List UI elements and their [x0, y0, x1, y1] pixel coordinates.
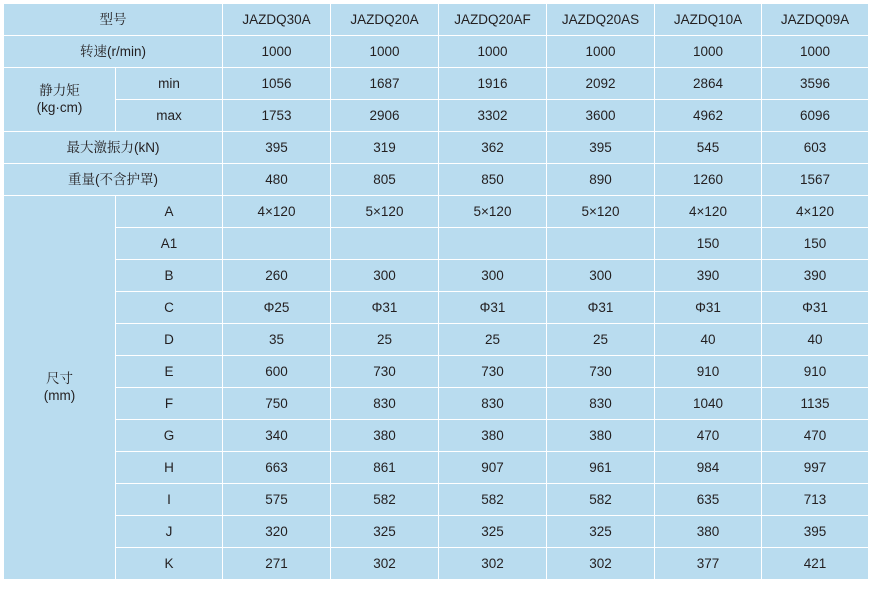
dim-b-value-3: 300	[547, 260, 655, 292]
dim-h-value-1: 861	[331, 452, 439, 484]
dim-i-value-5: 713	[762, 484, 869, 516]
dim-c-value-0: Φ25	[223, 292, 331, 324]
dim-j-value-4: 380	[655, 516, 762, 548]
dim-d-value-1: 25	[331, 324, 439, 356]
dim-f-value-4: 1040	[655, 388, 762, 420]
dim-e-value-3: 730	[547, 356, 655, 388]
static-max-value-3: 3600	[547, 100, 655, 132]
dim-k-value-0: 271	[223, 548, 331, 580]
dimensions-label-line1: 尺寸	[46, 370, 73, 386]
header-model-5: JAZDQ09A	[762, 4, 869, 36]
dim-g-value-5: 470	[762, 420, 869, 452]
weight-value-2: 850	[439, 164, 547, 196]
force-value-3: 395	[547, 132, 655, 164]
static-moment-label-line2: (kg·cm)	[36, 99, 83, 115]
dim-h-value-0: 663	[223, 452, 331, 484]
speed-value-0: 1000	[223, 36, 331, 68]
static-max-value-4: 4962	[655, 100, 762, 132]
static-min-value-5: 3596	[762, 68, 869, 100]
dim-h-value-5: 997	[762, 452, 869, 484]
header-model-1: JAZDQ20A	[331, 4, 439, 36]
dim-b-value-2: 300	[439, 260, 547, 292]
dim-f-value-0: 750	[223, 388, 331, 420]
header-model-4: JAZDQ10A	[655, 4, 762, 36]
table-row-dimension-d	[4, 324, 869, 356]
row-label-max-exciting-force: 最大激振力(kN)	[4, 132, 223, 164]
dim-c-value-1: Φ31	[331, 292, 439, 324]
static-min-value-1: 1687	[331, 68, 439, 100]
table-header-row	[4, 4, 869, 36]
dim-k-value-5: 421	[762, 548, 869, 580]
dim-e-value-2: 730	[439, 356, 547, 388]
table-row-speed	[4, 36, 869, 68]
table-row-dimension-j	[4, 516, 869, 548]
dim-a-value-1: 5×120	[331, 196, 439, 228]
dim-sub-label-e: E	[116, 356, 223, 388]
dim-sub-label-h: H	[116, 452, 223, 484]
dim-d-value-3: 25	[547, 324, 655, 356]
dim-k-value-4: 377	[655, 548, 762, 580]
static-min-value-2: 1916	[439, 68, 547, 100]
dim-sub-label-a1: A1	[116, 228, 223, 260]
dim-d-value-5: 40	[762, 324, 869, 356]
static-moment-label-line1: 静力矩	[39, 82, 80, 98]
dim-sub-label-i: I	[116, 484, 223, 516]
dim-d-value-0: 35	[223, 324, 331, 356]
table-row-static-moment-max	[4, 100, 869, 132]
dim-d-value-2: 25	[439, 324, 547, 356]
dim-c-value-3: Φ31	[547, 292, 655, 324]
dim-sub-label-c: C	[116, 292, 223, 324]
dim-b-value-0: 260	[223, 260, 331, 292]
table-row-dimension-f	[4, 388, 869, 420]
dim-j-value-1: 325	[331, 516, 439, 548]
weight-value-1: 805	[331, 164, 439, 196]
row-label-dimensions	[4, 196, 116, 580]
header-label-model: 型号	[4, 4, 223, 36]
table-row-dimension-k	[4, 548, 869, 580]
table-row-dimension-h	[4, 452, 869, 484]
dim-j-value-0: 320	[223, 516, 331, 548]
dim-g-value-2: 380	[439, 420, 547, 452]
dim-i-value-1: 582	[331, 484, 439, 516]
static-max-value-2: 3302	[439, 100, 547, 132]
header-model-2: JAZDQ20AF	[439, 4, 547, 36]
header-model-0: JAZDQ30A	[223, 4, 331, 36]
header-model-3: JAZDQ20AS	[547, 4, 655, 36]
dim-f-value-2: 830	[439, 388, 547, 420]
specification-table	[3, 3, 869, 580]
dim-e-value-0: 600	[223, 356, 331, 388]
dim-h-value-2: 907	[439, 452, 547, 484]
dim-a-value-3: 5×120	[547, 196, 655, 228]
dim-d-value-4: 40	[655, 324, 762, 356]
dim-i-value-4: 635	[655, 484, 762, 516]
weight-value-4: 1260	[655, 164, 762, 196]
dim-c-value-2: Φ31	[439, 292, 547, 324]
dim-h-value-3: 961	[547, 452, 655, 484]
table-row-dimension-g	[4, 420, 869, 452]
dim-g-value-0: 340	[223, 420, 331, 452]
dim-sub-label-a: A	[116, 196, 223, 228]
static-min-value-0: 1056	[223, 68, 331, 100]
table-row-dimension-a	[4, 196, 869, 228]
dim-b-value-4: 390	[655, 260, 762, 292]
weight-value-0: 480	[223, 164, 331, 196]
table-row-dimension-i	[4, 484, 869, 516]
force-value-5: 603	[762, 132, 869, 164]
dim-a-value-5: 4×120	[762, 196, 869, 228]
force-value-1: 319	[331, 132, 439, 164]
static-max-value-0: 1753	[223, 100, 331, 132]
dim-j-value-2: 325	[439, 516, 547, 548]
dim-a1-value-3	[547, 228, 655, 260]
speed-value-5: 1000	[762, 36, 869, 68]
force-value-2: 362	[439, 132, 547, 164]
table-row-dimension-b	[4, 260, 869, 292]
speed-value-2: 1000	[439, 36, 547, 68]
dim-sub-label-d: D	[116, 324, 223, 356]
sub-label-max: max	[116, 100, 223, 132]
dim-a1-value-1	[331, 228, 439, 260]
dim-c-value-4: Φ31	[655, 292, 762, 324]
speed-value-1: 1000	[331, 36, 439, 68]
dim-b-value-1: 300	[331, 260, 439, 292]
dim-e-value-4: 910	[655, 356, 762, 388]
table-row-max-exciting-force	[4, 132, 869, 164]
dim-c-value-5: Φ31	[762, 292, 869, 324]
dimensions-label-line2: (mm)	[43, 387, 76, 403]
dim-i-value-3: 582	[547, 484, 655, 516]
speed-value-4: 1000	[655, 36, 762, 68]
force-value-4: 545	[655, 132, 762, 164]
dim-b-value-5: 390	[762, 260, 869, 292]
dim-a1-value-5: 150	[762, 228, 869, 260]
static-min-value-3: 2092	[547, 68, 655, 100]
dim-g-value-4: 470	[655, 420, 762, 452]
dim-sub-label-g: G	[116, 420, 223, 452]
dim-sub-label-j: J	[116, 516, 223, 548]
table-row-dimension-a1	[4, 228, 869, 260]
table-row-weight	[4, 164, 869, 196]
dim-a1-value-0	[223, 228, 331, 260]
dim-f-value-1: 830	[331, 388, 439, 420]
dim-a-value-4: 4×120	[655, 196, 762, 228]
dim-k-value-1: 302	[331, 548, 439, 580]
speed-value-3: 1000	[547, 36, 655, 68]
sub-label-min: min	[116, 68, 223, 100]
row-label-static-moment	[4, 68, 116, 132]
static-max-value-5: 6096	[762, 100, 869, 132]
table-row-dimension-e	[4, 356, 869, 388]
dim-sub-label-k: K	[116, 548, 223, 580]
dim-k-value-2: 302	[439, 548, 547, 580]
dim-a-value-2: 5×120	[439, 196, 547, 228]
dim-g-value-3: 380	[547, 420, 655, 452]
table-row-dimension-c	[4, 292, 869, 324]
dim-a-value-0: 4×120	[223, 196, 331, 228]
row-label-weight: 重量(不含护罩)	[4, 164, 223, 196]
weight-value-5: 1567	[762, 164, 869, 196]
dim-h-value-4: 984	[655, 452, 762, 484]
static-max-value-1: 2906	[331, 100, 439, 132]
force-value-0: 395	[223, 132, 331, 164]
dim-i-value-2: 582	[439, 484, 547, 516]
dim-e-value-5: 910	[762, 356, 869, 388]
table-row-static-moment-min	[4, 68, 869, 100]
dim-i-value-0: 575	[223, 484, 331, 516]
dim-sub-label-f: F	[116, 388, 223, 420]
dim-g-value-1: 380	[331, 420, 439, 452]
weight-value-3: 890	[547, 164, 655, 196]
static-min-value-4: 2864	[655, 68, 762, 100]
row-label-speed: 转速(r/min)	[4, 36, 223, 68]
dim-k-value-3: 302	[547, 548, 655, 580]
dim-a1-value-2	[439, 228, 547, 260]
dim-sub-label-b: B	[116, 260, 223, 292]
dim-j-value-3: 325	[547, 516, 655, 548]
dim-f-value-5: 1135	[762, 388, 869, 420]
dim-f-value-3: 830	[547, 388, 655, 420]
dim-e-value-1: 730	[331, 356, 439, 388]
dim-a1-value-4: 150	[655, 228, 762, 260]
dim-j-value-5: 395	[762, 516, 869, 548]
